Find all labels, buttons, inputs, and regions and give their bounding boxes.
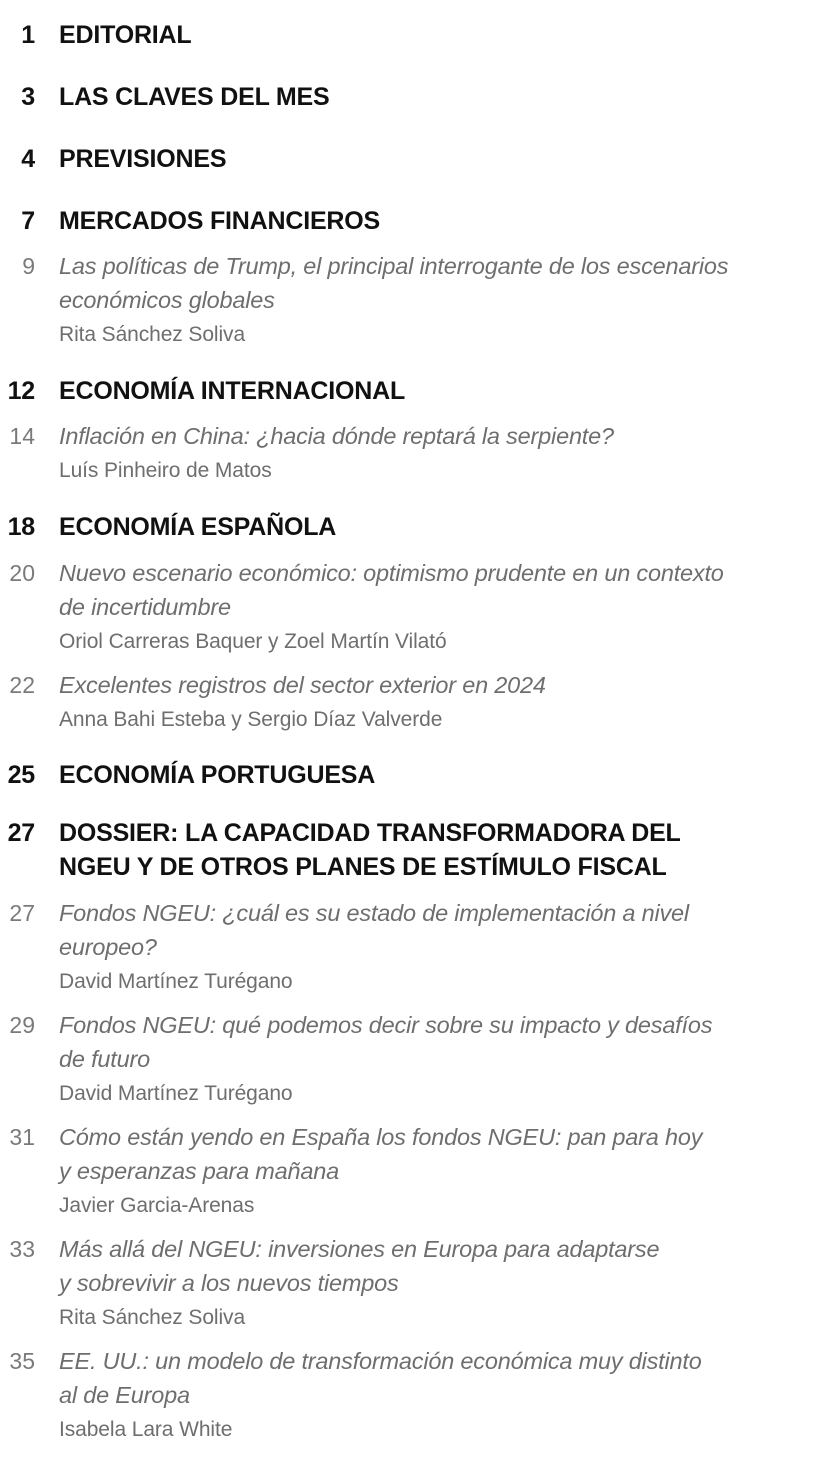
article-title: EE. UU.: un modelo de transformación económica muy distinto — [59, 1348, 702, 1374]
page-number: 7 — [21, 207, 35, 235]
page-number: 25 — [7, 761, 35, 789]
article-author: Luís Pinheiro de Matos — [59, 459, 272, 482]
article-title: Cómo están yendo en España los fondos NGEU: pan para hoy — [59, 1124, 703, 1150]
article-author: Rita Sánchez Soliva — [59, 323, 246, 346]
article-title: al de Europa — [59, 1382, 190, 1408]
page-number: 9 — [22, 253, 35, 279]
page-number: 18 — [7, 513, 35, 541]
page-number: 22 — [9, 672, 35, 698]
section-title: PREVISIONES — [59, 145, 227, 173]
section-title: LAS CLAVES DEL MES — [59, 83, 330, 111]
section-title: ECONOMÍA ESPAÑOLA — [59, 513, 337, 541]
article-title: y esperanzas para mañana — [59, 1158, 339, 1184]
article-title: Excelentes registros del sector exterior en 2024 — [59, 672, 546, 698]
page-number: 27 — [9, 900, 35, 926]
page-number: 35 — [9, 1348, 35, 1374]
page-number: 14 — [9, 423, 35, 449]
section-title: EDITORIAL — [59, 21, 192, 49]
section-title: MERCADOS FINANCIEROS — [59, 207, 381, 235]
page-number: 4 — [21, 145, 35, 173]
article-title: de incertidumbre — [59, 594, 231, 620]
page-number: 12 — [7, 377, 35, 405]
article-author: David Martínez Turégano — [59, 1082, 293, 1105]
section-title: ECONOMÍA INTERNACIONAL — [59, 377, 406, 405]
article-author: Anna Bahi Esteba y Sergio Díaz Valverde — [59, 708, 443, 731]
page-number: 3 — [21, 83, 35, 111]
page-number: 29 — [9, 1012, 35, 1038]
article-author: Isabela Lara White — [59, 1418, 233, 1441]
article-author: Oriol Carreras Baquer y Zoel Martín Vilató — [59, 630, 447, 653]
section-title: ECONOMÍA PORTUGUESA — [59, 761, 376, 789]
article-title: Las políticas de Trump, el principal interrogante de los escenarios — [59, 253, 729, 279]
article-author: David Martínez Turégano — [59, 970, 293, 993]
page-number: 33 — [9, 1236, 35, 1262]
page-number: 1 — [21, 21, 35, 49]
article-title: Nuevo escenario económico: optimismo prudente en un contexto — [59, 560, 724, 586]
article-title: Fondos NGEU: ¿cuál es su estado de implementación a nivel — [59, 900, 689, 926]
article-title: y sobrevivir a los nuevos tiempos — [59, 1270, 399, 1296]
article-title: Inflación en China: ¿hacia dónde reptará la serpiente? — [59, 423, 614, 449]
article-title: de futuro — [59, 1046, 150, 1072]
article-title: económicos globales — [59, 287, 275, 313]
article-author: Javier Garcia-Arenas — [59, 1194, 255, 1217]
page-number: 31 — [9, 1124, 35, 1150]
article-title: Más allá del NGEU: inversiones en Europa para adaptarse — [59, 1236, 660, 1262]
page-number: 27 — [7, 819, 35, 847]
article-title: Fondos NGEU: qué podemos decir sobre su impacto y desafíos — [59, 1012, 713, 1038]
section-title: NGEU Y DE OTROS PLANES DE ESTÍMULO FISCAL — [59, 853, 667, 881]
section-title: DOSSIER: LA CAPACIDAD TRANSFORMADORA DEL — [59, 819, 681, 847]
article-author: Rita Sánchez Soliva — [59, 1306, 246, 1329]
article-title: europeo? — [59, 934, 157, 960]
page-number: 20 — [9, 560, 35, 586]
